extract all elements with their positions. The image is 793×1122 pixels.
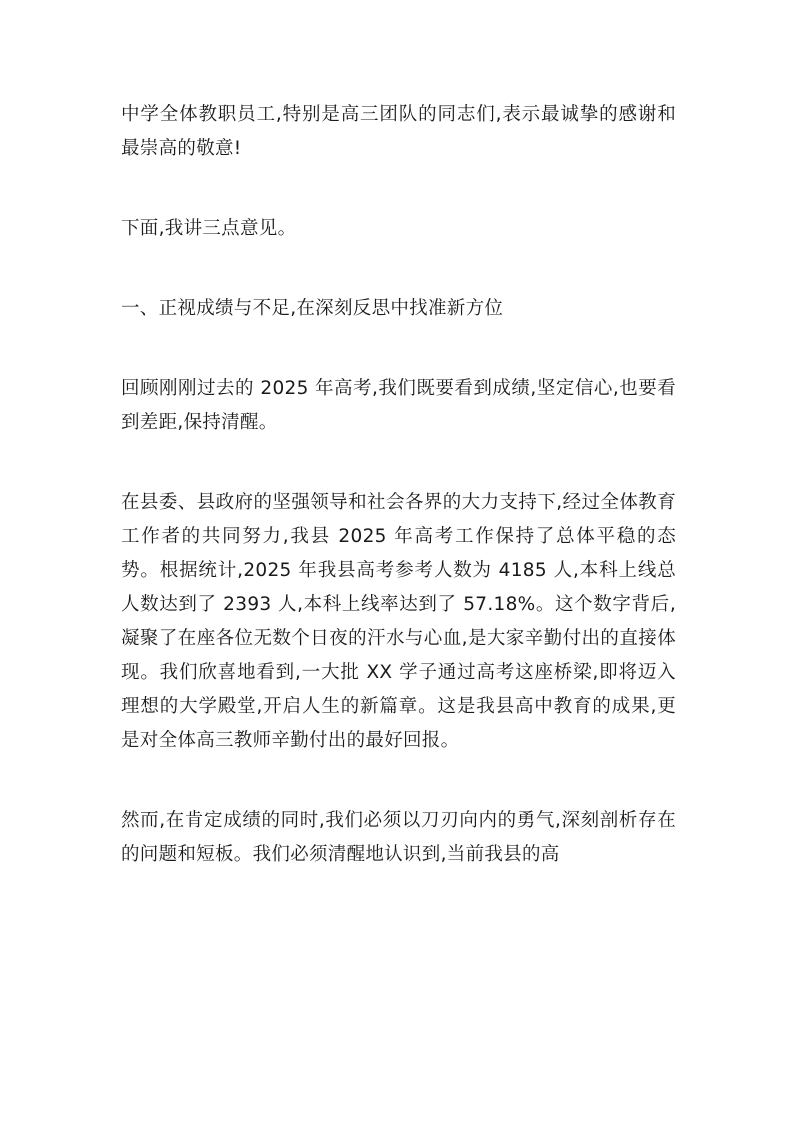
paragraph-closing-thanks: 中学全体教职员工,特别是高三团队的同志们,表示最诚挚的感谢和最崇高的敬意! [121, 104, 676, 159]
paragraph-problems: 然而,在肯定成绩的同时,我们必须以刀刃向内的勇气,深刻剖析存在的问题和短板。我们必须清醒地认识到,当前我县的高 [121, 810, 676, 865]
document-body [121, 98, 676, 872]
paragraph-intro-points: 下面,我讲三点意见。 [121, 218, 297, 239]
section-heading-1: 一、正视成绩与不足,在深刻反思中找准新方位 [121, 298, 504, 319]
paragraph-statistics: 在县委、县政府的坚强领导和社会各界的大力支持下,经过全体教育工作者的共同努力,我县 2025 年高考工作保持了总体平稳的态势。根据统计,2025 年我县高考参考人数为 4185 人,本科上线总人数达到了 2393 人,本科上线率达到了 57.18%。这个数字背后,凝聚了在座各位无数个日夜的汗水与心血,是大家辛勤付出的直接体现。我们欣喜地看到,一大批 XX 学子通过高考这座桥梁,即将迈入理想的大学殿堂,开启人生的新篇章。这是我县高中教育的成果,更是对全体高三教师辛勤付出的最好回报。 [121, 492, 676, 751]
paragraph-review: 回顾刚刚过去的 2025 年高考,我们既要看到成绩,坚定信心,也要看到差距,保持清醒。 [121, 378, 676, 433]
